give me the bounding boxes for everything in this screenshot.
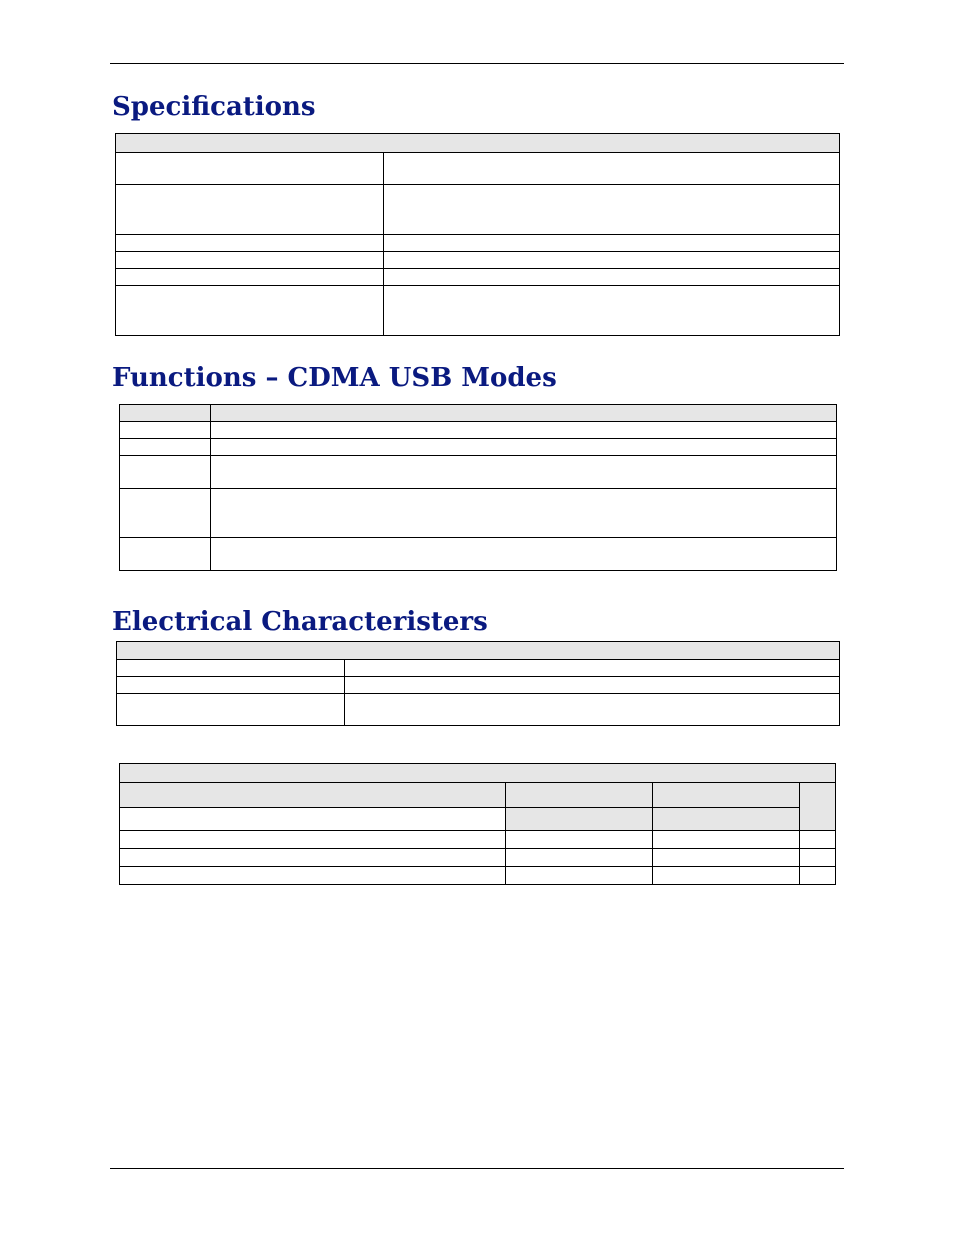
specifications-heading: Specifications — [112, 92, 316, 122]
table-header-row — [117, 642, 840, 660]
table-row — [120, 422, 837, 439]
functions-heading: Functions – CDMA USB Modes — [112, 363, 557, 393]
table-row — [120, 538, 837, 571]
table-header-row — [120, 405, 837, 422]
electrical-table — [116, 641, 840, 726]
table-subheader-row — [120, 808, 836, 831]
table-header-row — [120, 764, 836, 783]
table-subheader-row — [120, 783, 836, 808]
table-row — [116, 269, 840, 286]
table-row — [120, 439, 837, 456]
table-row — [117, 694, 840, 726]
specifications-table — [115, 133, 840, 336]
table-row — [116, 286, 840, 336]
table-header-row — [116, 134, 840, 153]
footer-rule — [110, 1168, 844, 1169]
table-row — [116, 235, 840, 252]
table-row — [116, 252, 840, 269]
table-row — [116, 153, 840, 185]
table-row — [116, 185, 840, 235]
table-row — [117, 660, 840, 677]
header-rule — [110, 63, 844, 64]
table-row — [120, 489, 837, 538]
table-row — [117, 677, 840, 694]
table-row — [120, 867, 836, 885]
table-row — [120, 831, 836, 849]
functions-table — [119, 404, 837, 571]
table-row — [120, 849, 836, 867]
characteristics-table — [119, 763, 836, 885]
electrical-heading: Electrical Characteristers — [112, 607, 488, 637]
table-row — [120, 456, 837, 489]
